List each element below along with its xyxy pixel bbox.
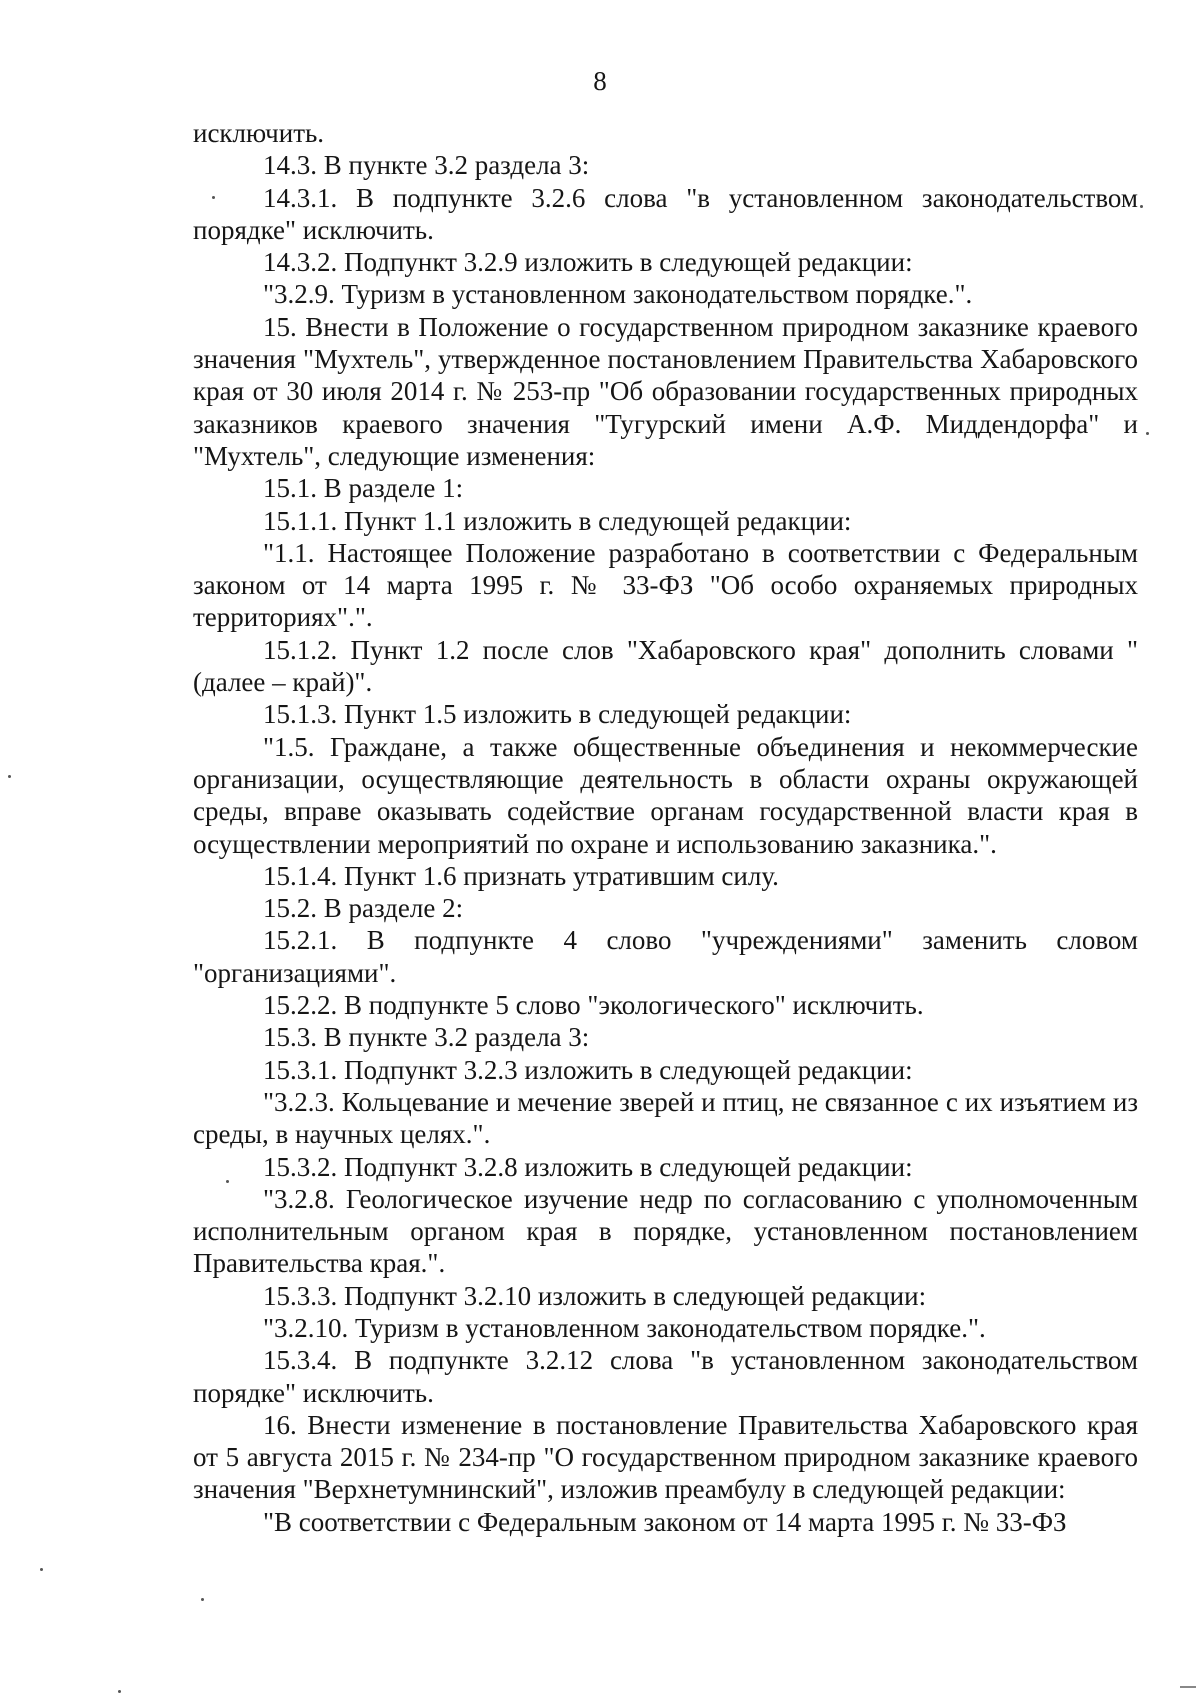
paragraph-14-3-1: 14.3.1. В подпункте 3.2.6 слова "в установленном законодательством порядке" исключить.: [193, 182, 1138, 245]
scan-speck: [226, 1180, 229, 1183]
paragraph-15-3-4: 15.3.4. В подпункте 3.2.12 слова "в установленном законодательством порядке" исключить.: [193, 1345, 1138, 1408]
scan-speck: [1140, 205, 1143, 208]
scan-speck: [201, 1598, 204, 1601]
paragraph-15-3: 15.3. В пункте 3.2 раздела 3:: [263, 1022, 590, 1053]
scan-speck: [212, 196, 215, 199]
paragraph-continuation: исключить.: [193, 118, 325, 148]
paragraph-15-1: 15.1. В разделе 1:: [263, 473, 464, 504]
paragraph-15-1-3: 15.1.3. Пункт 1.5 изложить в следующей редакции:: [263, 699, 852, 730]
paragraph-15: 15. Внести в Положение о государственном природном заказнике краевого значения "Мухтель", утвержденное постановлением Правительства Хабаровского края от 30 июля 2014 г. № 253-пр "Об образовании государственных природных заказников краевого значения "Тугурский имени А.Ф. Миддендорфа" и "Мухтель", следующие изменения:: [193, 311, 1138, 471]
quote-3-2-9: "3.2.9. Туризм в установленном законодательством порядке.".: [263, 279, 973, 310]
paragraph-15-3-2: 15.3.2. Подпункт 3.2.8 изложить в следующей редакции:: [263, 1151, 913, 1182]
paragraph-15-1-2: 15.1.2. Пункт 1.2 после слов "Хабаровского края" дополнить словами "(далее – край)".: [193, 634, 1138, 698]
page-number: 8: [593, 66, 607, 96]
scan-speck: [118, 1690, 121, 1693]
quote-3-2-8: "3.2.8. Геологическое изучение недр по согласованию с уполномоченным исполнительным органом края в порядке, установленном постановлением Правительства края.".: [193, 1183, 1138, 1279]
paragraph-15-3-3: 15.3.3. Подпункт 3.2.10 изложить в следующей редакции:: [263, 1280, 927, 1311]
paragraph-15-2-1: 15.2.1. В подпункте 4 слово "учреждениями" заменить словом "организациями".: [193, 925, 1138, 988]
document-body: [193, 117, 1138, 1538]
paragraph-14-3-2: 14.3.2. Подпункт 3.2.9 изложить в следующей редакции:: [263, 247, 913, 278]
quote-1-5: "1.5. Граждане, а также общественные объединения и некоммерческие организации, осуществляющие деятельность в области охраны окружающей среды, вправе оказывать содействие органам государственной власти края в осуществлении мероприятий по охране и использованию заказника.".: [193, 731, 1138, 859]
paragraph-14-3: 14.3. В пункте 3.2 раздела 3:: [263, 150, 590, 181]
scan-speck: [1146, 432, 1149, 435]
paragraph-15-1-4: 15.1.4. Пункт 1.6 признать утратившим силу.: [263, 860, 779, 891]
scan-dash: [1180, 1686, 1196, 1688]
quote-1-1: "1.1. Настоящее Положение разработано в соответствии с Федеральным законом от 14 марта 1995 г. № 33-ФЗ "Об особо охраняемых природных территориях".".: [193, 537, 1138, 633]
quote-3-2-3: "3.2.3. Кольцевание и мечение зверей и птиц, не связанное с их изъятием из среды, в научных целях.".: [193, 1086, 1138, 1150]
paragraph-16: 16. Внести изменение в постановление Правительства Хабаровского края от 5 августа 2015 г. № 234-пр "О государственном природном заказнике краевого значения "Верхнетумнинский", изложив преамбулу в следующей редакции:: [193, 1409, 1138, 1505]
paragraph-15-3-1: 15.3.1. Подпункт 3.2.3 изложить в следующей редакции:: [263, 1054, 913, 1085]
paragraph-15-1-1: 15.1.1. Пункт 1.1 изложить в следующей редакции:: [263, 505, 852, 536]
quote-3-2-10: "3.2.10. Туризм в установленном законодательством порядке.".: [263, 1312, 986, 1343]
scan-speck: [40, 1568, 43, 1571]
paragraph-15-2: 15.2. В разделе 2:: [263, 893, 464, 924]
paragraph-15-2-2: 15.2.2. В подпункте 5 слово "экологического" исключить.: [263, 990, 924, 1021]
scan-speck: [8, 775, 11, 778]
quote-preamble: "В соответствии с Федеральным законом от 14 марта 1995 г. № 33-ФЗ: [263, 1506, 1067, 1537]
